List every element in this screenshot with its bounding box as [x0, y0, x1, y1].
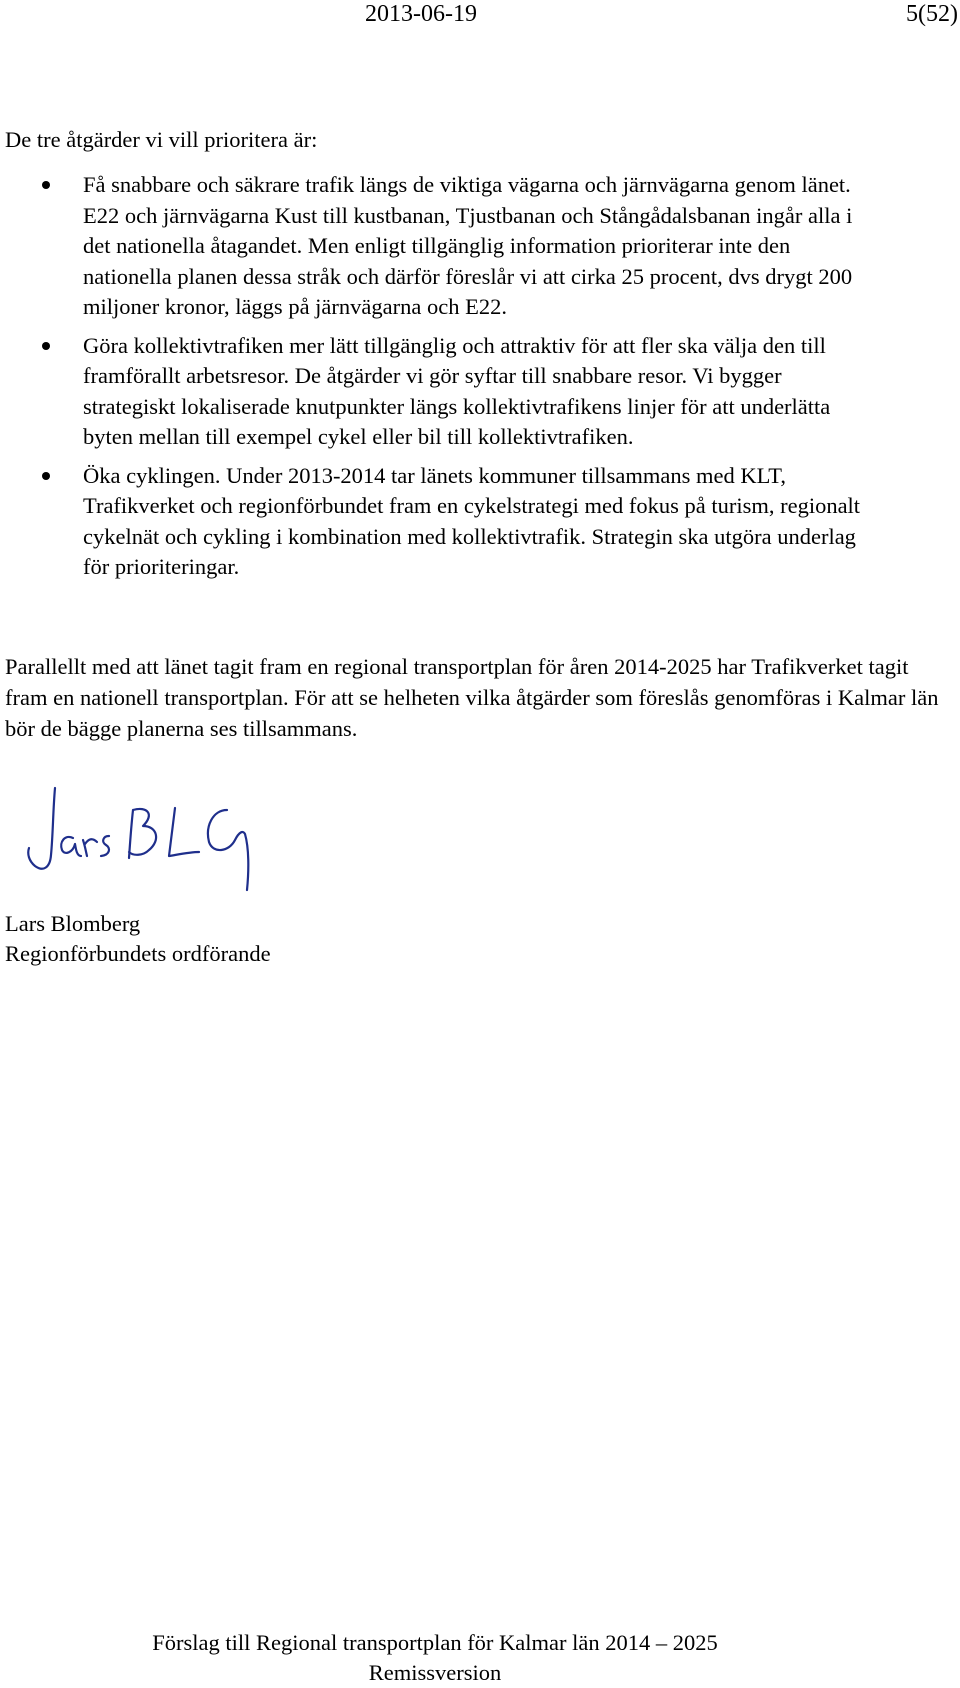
intro-text: De tre åtgärder vi vill prioritera är: — [5, 127, 318, 152]
list-item — [0, 461, 873, 583]
priority-list — [0, 170, 960, 591]
footer — [0, 1628, 870, 1688]
closing-paragraph: Parallellt med att länet tagit fram en regional transportplan för åren 2014-2025 har Trafikverket tagit fram en nationell transportplan. För att se helheten vilka åtgärder som föreslås genomföras i Kalmar län bör de bägge planerna ses tillsammans. — [5, 654, 939, 741]
list-item-text: Göra kollektivtrafiken mer lätt tillgänglig och attraktiv för att fler ska välja den till framförallt arbetsresor. De åtgärder vi gör syftar till snabbare resor. Vi bygger strategiskt lokaliserade knutpunkter längs kollektivtrafikens linjer för att underlätta byten mellan till exempel cykel eller bil till kollektivtrafiken. — [83, 332, 831, 449]
signatory-name: Lars Blomberg — [5, 911, 141, 936]
bullet-icon — [42, 181, 50, 189]
signatory-title: Regionförbundets ordförande — [5, 941, 271, 966]
list-item — [0, 331, 873, 453]
page-number: 5(52) — [906, 1, 958, 27]
list-item-text: Öka cyklingen. Under 2013-2014 tar länets kommuner tillsammans med KLT, Trafikverket och regionförbundet fram en cykelstrategi med fokus på turism, regionalt cykelnät och cykling i kombination med kollektivtrafik. Strategin ska utgöra underlag för prioriteringar. — [83, 462, 861, 579]
list-item-text: Få snabbare och säkrare trafik längs de viktiga vägarna och järnvägarna genom länet. E22 och järnvägarna Kust till kustbanan, Tjustbanan och Stångådalsbanan ingår alla i det nationella åtagandet. Men enligt tillgänglig information prioriterar inte den nationella planen dessa stråk och därför föreslår vi att cirka 25 procent, dvs drygt 200 miljoner kronor, läggs på järnvägarna och E22. — [83, 172, 853, 319]
handwritten-signature — [15, 780, 270, 895]
bullet-icon — [42, 342, 50, 350]
header-date: 2013-06-19 — [365, 1, 477, 27]
footer-title: Förslag till Regional transportplan för Kalmar län 2014 – 2025 — [152, 1630, 718, 1655]
list-item — [0, 170, 873, 323]
footer-version: Remissversion — [368, 1660, 502, 1685]
bullet-icon — [42, 472, 50, 480]
